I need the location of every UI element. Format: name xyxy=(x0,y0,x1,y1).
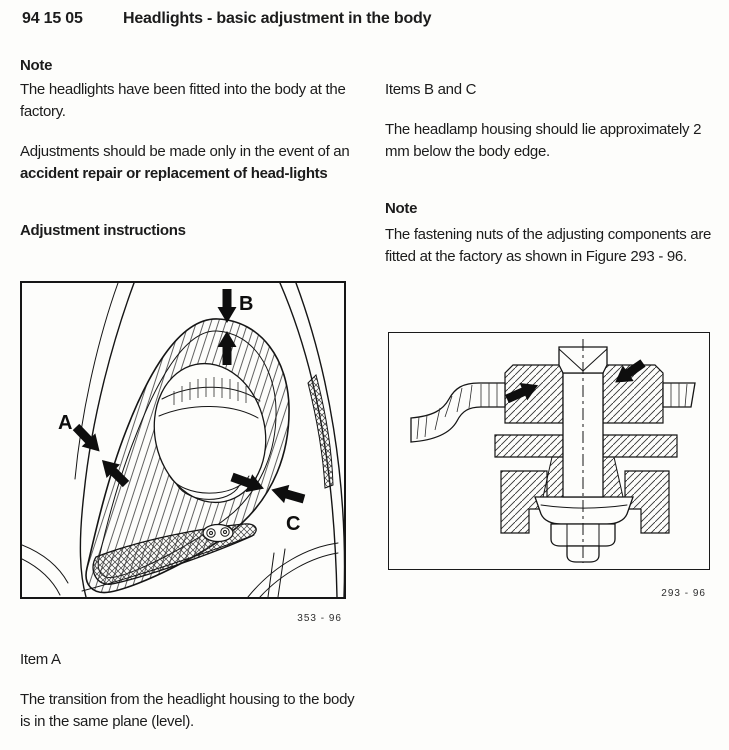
figure-adjusting-component xyxy=(388,332,710,570)
item-a-text: The transition from the headlight housing to the body is in the same plane (level). xyxy=(20,691,355,730)
collet-right xyxy=(603,457,623,497)
label-c: C xyxy=(286,513,301,535)
arch-trim-sliver xyxy=(308,375,333,488)
arrow-c-left xyxy=(269,480,307,508)
headlight-drawing xyxy=(22,283,344,597)
items-bc-heading: Items B and C xyxy=(385,81,477,98)
adjusting-component-drawing xyxy=(389,333,707,567)
wheel-arch-line-2 xyxy=(260,553,338,597)
items-bc-text: The headlamp housing should lie approximately 2 mm below the body edge. xyxy=(385,121,702,160)
middle-plate-left xyxy=(495,435,563,457)
note-heading-right: Note xyxy=(385,200,418,217)
figure1-caption: 353 - 96 xyxy=(297,613,342,624)
item-a-heading: Item A xyxy=(20,651,61,668)
middle-plate-right xyxy=(603,435,677,457)
note-heading-left: Note xyxy=(20,57,53,74)
label-b: B xyxy=(239,293,254,315)
arrow-a-down xyxy=(69,420,106,458)
note-text-left: The headlights have been fitted into the body at the factory. xyxy=(20,81,346,120)
adjustments-paragraph xyxy=(20,141,362,185)
label-a: A xyxy=(58,412,73,434)
bumper-lines xyxy=(22,545,68,595)
adjustment-instructions-heading: Adjustment instructions xyxy=(20,222,186,239)
note-text-right: The fastening nuts of the adjusting components are fitted at the factory as shown in Figure 293 - 96. xyxy=(385,226,712,265)
figure-headlight xyxy=(20,281,346,599)
adjustments-text: Adjustments should be made only in the event of an xyxy=(20,143,350,160)
page-title: Headlights - basic adjustment in the body xyxy=(123,10,432,27)
panel-split-lines xyxy=(268,549,285,597)
washer-dish xyxy=(535,497,633,524)
fastener-oval xyxy=(203,525,233,542)
adjustments-bold-text: accident repair or replacement of head-lights xyxy=(20,165,328,182)
figure2-caption: 293 - 96 xyxy=(661,588,706,599)
section-code: 94 15 05 xyxy=(22,10,83,27)
arrow-b-down xyxy=(218,289,237,323)
